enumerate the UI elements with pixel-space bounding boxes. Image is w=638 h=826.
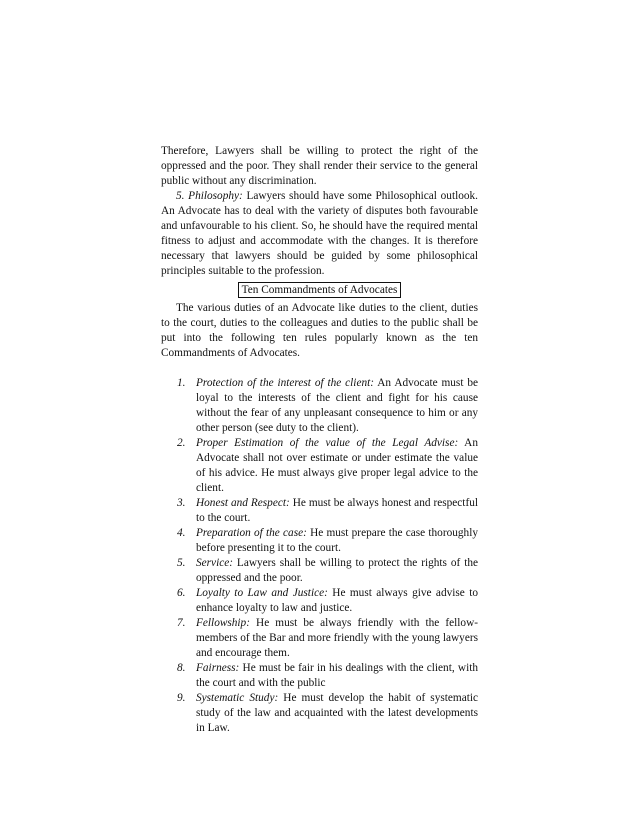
commandment-text: He must be fair in his dealings with the client, with the court and with the public xyxy=(196,662,478,689)
commandment-term: Service: xyxy=(196,557,234,569)
commandment-term: Proper Estimation of the value of the Legal Advise: xyxy=(196,437,459,449)
commandment-text: He must always give advise to enhance loyalty to law and justice. xyxy=(196,587,478,614)
commandment-number: 2. xyxy=(177,437,186,449)
commandment-number: 8. xyxy=(177,662,186,674)
commandment-text: He must prepare the case thoroughly before presenting it to the court. xyxy=(196,527,478,554)
commandment-number: 5. xyxy=(177,557,186,569)
commandment-number: 1. xyxy=(177,377,186,389)
section-heading-wrap xyxy=(161,282,478,298)
commandment-term: Fairness: xyxy=(196,662,240,674)
document-page xyxy=(161,144,478,736)
commandment-term: Honest and Respect: xyxy=(196,497,290,509)
paragraph-philosophy xyxy=(161,189,478,279)
commandment-item xyxy=(161,436,478,496)
commandment-item xyxy=(161,586,478,616)
paragraph-intro: The various duties of an Advocate like duties to the client, duties to the court, duties to the colleagues and duties to the public shall be put into the following ten rules popularly known as the ten Commandments of Advocates. xyxy=(161,302,478,359)
philosophy-text: Lawyers should have some Philosophical outlook. An Advocate has to deal with the variety of disputes both favourable and unfavourable to his client. So, he should have the required mental fitness to adjust and accommodate with the changes. It is therefore necessary that lawyers should be guided by some philosophical principles suitable to the profession. xyxy=(161,190,478,277)
commandment-text: An Advocate must be loyal to the interests of the client and fight for his cause without the fear of any unpleasant consequence to him or any other person (see duty to the client). xyxy=(196,377,478,434)
commandment-term: Loyalty to Law and Justice: xyxy=(196,587,328,599)
commandment-number: 4. xyxy=(177,527,186,539)
commandment-item xyxy=(161,661,478,691)
paragraph-poor-service: Therefore, Lawyers shall be willing to protect the right of the oppressed and the poor. They shall render their service to the general public without any discrimination. xyxy=(161,145,478,187)
commandment-term: Protection of the interest of the client: xyxy=(196,377,375,389)
commandment-text: He must develop the habit of systematic study of the law and acquainted with the latest developments in Law. xyxy=(196,692,478,734)
commandment-number: 7. xyxy=(177,617,186,629)
commandment-text: He must be always friendly with the fellow-members of the Bar and more friendly with the young lawyers and encourage them. xyxy=(196,617,478,659)
commandment-text: Lawyers shall be willing to protect the rights of the oppressed and the poor. xyxy=(196,557,478,584)
commandment-term: Fellowship: xyxy=(196,617,250,629)
commandment-term: Preparation of the case: xyxy=(196,527,307,539)
commandment-text: He must be always honest and respectful to the court. xyxy=(196,497,478,524)
commandment-number: 6. xyxy=(177,587,186,599)
commandment-number: 3. xyxy=(177,497,186,509)
commandment-item xyxy=(161,691,478,736)
commandment-term: Systematic Study: xyxy=(196,692,279,704)
commandment-item xyxy=(161,376,478,436)
commandment-item xyxy=(161,496,478,526)
commandment-item xyxy=(161,556,478,586)
commandment-number: 9. xyxy=(177,692,186,704)
commandments-list xyxy=(161,376,478,736)
commandment-item xyxy=(161,526,478,556)
commandment-item xyxy=(161,616,478,661)
philosophy-term: 5. Philosophy: xyxy=(176,190,243,202)
section-heading: Ten Commandments of Advocates xyxy=(238,282,402,298)
commandment-text: An Advocate shall not over estimate or under estimate the value of his advice. He must always give proper legal advice to the client. xyxy=(196,437,478,494)
